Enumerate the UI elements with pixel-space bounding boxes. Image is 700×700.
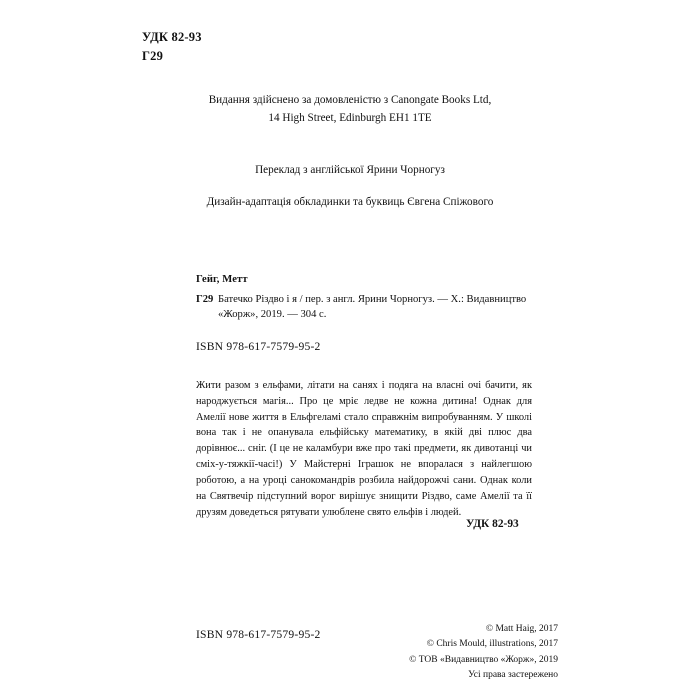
catalog-index: Г29 bbox=[196, 294, 214, 306]
copyright-block bbox=[409, 622, 558, 684]
agreement-line-1: Видання здійснено за домовленістю з Canongate Books Ltd, bbox=[208, 94, 492, 106]
copyright-line-4: Усі права застережено bbox=[468, 670, 558, 681]
catalog-body bbox=[196, 292, 556, 322]
udk-top-block bbox=[142, 28, 202, 66]
publishing-agreement bbox=[0, 91, 700, 127]
catalog-card bbox=[196, 272, 556, 322]
udk-bottom: УДК 82-93 bbox=[466, 518, 519, 530]
isbn-bottom: ISBN 978-617-7579-95-2 bbox=[196, 628, 321, 641]
udk-code: УДК 82-93 bbox=[142, 30, 202, 44]
agreement-line-2: 14 High Street, Edinburgh EH1 1TE bbox=[268, 112, 432, 125]
udk-index: Г29 bbox=[142, 48, 164, 63]
credits-block bbox=[0, 164, 700, 208]
copyright-line-2: © Chris Mould, illustrations, 2017 bbox=[426, 639, 558, 650]
copyright-line-1: © Matt Haig, 2017 bbox=[485, 624, 558, 634]
catalog-author: Гейг, Метт bbox=[196, 274, 248, 285]
isbn-top: ISBN 978-617-7579-95-2 bbox=[196, 340, 321, 353]
catalog-description: Батечко Різдво і я / пер. з англ. Ярини Чорногуз. — Х.: Видавництво «Жорж», 2019. — 304 с. bbox=[218, 294, 527, 321]
translation-credit: Переклад з англійської Ярини Чорногуз bbox=[255, 164, 445, 176]
annotation-text: Жити разом з ельфами, літати на санях і подяга на власні очі бачити, як народжується магія... Про це мріє ледве не кожна дитина! Однак для Амелії нове життя в Ельфгеламі стало справжнім випробуванням. У школі вона так і не опанувала ельфійську математику, в якій дві плюс два дорівнює... сніг. (І це не каламбури вже про такі предмети, як дивотанці чи сміх-у-тяжкії-часі!) У Майстерні Іграшок не впоралася з найлегшою роботою, а на уроці санокомандрів розбила найдорожчі сани. Однак коли на Святвечір підступний ворог вирішує знищити Різдво, саме Амелії та її друзям доведеться рятувати улюблене свято ельфів і людей. bbox=[196, 380, 532, 518]
copyright-line-3: © ТОВ «Видавництво «Жорж», 2019 bbox=[409, 654, 558, 665]
design-credit: Дизайн-адаптація обкладинки та буквиць Євгена Спіжового bbox=[206, 196, 494, 208]
